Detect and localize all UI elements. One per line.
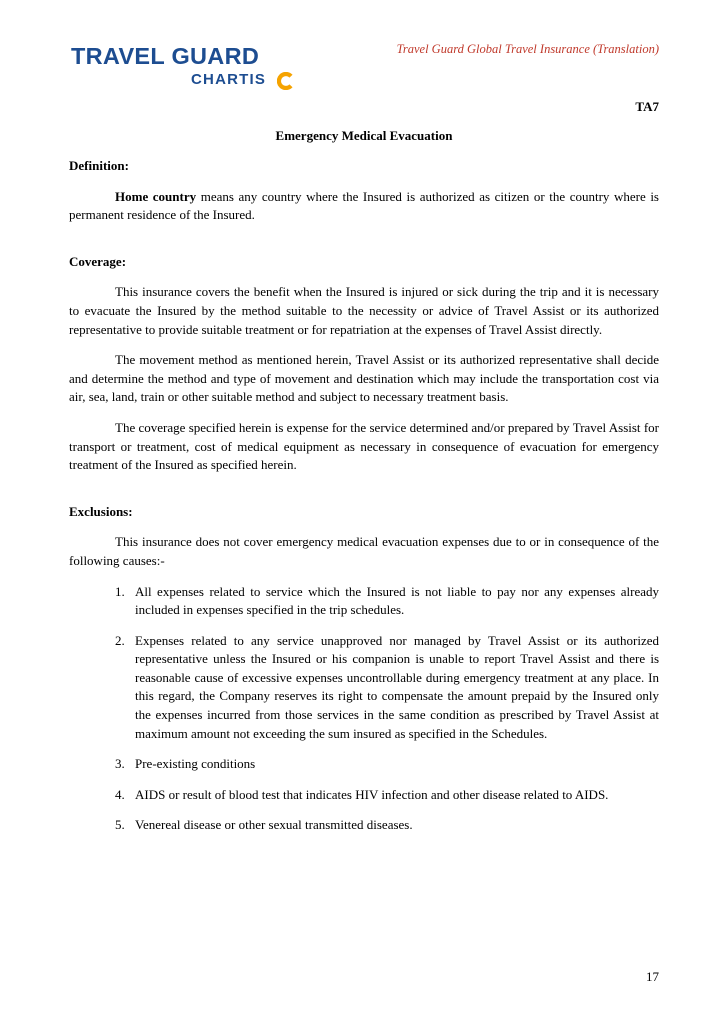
list-item-text: Venereal disease or other sexual transmitted diseases. xyxy=(135,817,413,833)
coverage-paragraph: The coverage specified herein is expense for the service determined and/or prepared by Travel Assist for transport or treatment, cost of medical equipment as necessary in consequence of evacuation for emergency treatment of the Insured as specified herein. xyxy=(69,419,659,473)
list-item xyxy=(69,816,659,835)
exclusions-heading: Exclusions: xyxy=(69,503,133,519)
page-title: Emergency Medical Evacuation xyxy=(275,128,453,143)
header-note: Travel Guard Global Travel Insurance (Translation) xyxy=(396,42,659,56)
list-item-text: Expenses related to any service unapproved nor managed by Travel Assist or its authorized representative unless the Insured or his companion is unable to report Travel Assist and there is reasonable cause of excessive expenses uncontrollable during emergency treatment at any place. In this regard, the Company reserves its right to compensate the amount prepaid by the Insured only the expenses incurred from those services in the same condition as prescribed by Travel Assist at maximum amount not exceeding the sum insured as specified in the Schedules. xyxy=(135,632,659,741)
list-item-number: 1. xyxy=(115,583,125,599)
list-item-number: 3. xyxy=(115,756,125,772)
exclusions-list xyxy=(69,583,659,836)
logo-wordmark: TRAVEL GUARD xyxy=(71,43,260,69)
list-item xyxy=(69,632,659,744)
document-code: TA7 xyxy=(635,99,659,114)
definition-text: means any country where the Insured is authorized as citizen or the country where is permanent residence of the Insured. xyxy=(69,188,659,223)
list-item-text: Pre-existing conditions xyxy=(135,756,256,772)
definition-paragraph xyxy=(69,188,659,225)
list-item-number: 4. xyxy=(115,786,125,802)
list-item-number: 2. xyxy=(115,632,125,648)
page-number: 17 xyxy=(646,969,659,984)
list-item-text: All expenses related to service which the Insured is not liable to pay nor any expenses already included in expenses specified in the trip schedules. xyxy=(135,583,659,618)
list-item-text: AIDS or result of blood test that indicates HIV infection and other disease related to AIDS. xyxy=(135,786,609,802)
logo-subbrand: CHARTIS xyxy=(191,71,267,88)
list-item-number: 5. xyxy=(115,817,125,833)
travel-guard-logo xyxy=(71,43,301,95)
document-body xyxy=(69,157,659,847)
exclusions-intro: This insurance does not cover emergency medical evacuation expenses due to or in consequence of the following causes:- xyxy=(69,534,659,568)
list-item xyxy=(69,755,659,774)
definition-term: Home country xyxy=(115,188,197,204)
chartis-c-icon xyxy=(277,72,295,90)
coverage-paragraph: The movement method as mentioned herein, Travel Assist or its authorized representative shall decide and determine the method and type of movement and destination which may include the transportation cost via air, sea, land, train or other suitable method and subject to necessary treatment basis. xyxy=(69,352,659,405)
list-item xyxy=(69,583,659,620)
definition-heading: Definition: xyxy=(69,158,129,173)
coverage-paragraph: This insurance covers the benefit when the Insured is injured or sick during the trip and it is necessary to evacuate the Insured by the method suitable to the necessity or advice of Travel Assist or its authorized representative to provide suitable treatment or for repatriation at the expenses of Travel Assist directly. xyxy=(69,284,659,337)
list-item xyxy=(69,786,659,805)
coverage-heading: Coverage: xyxy=(69,253,127,269)
